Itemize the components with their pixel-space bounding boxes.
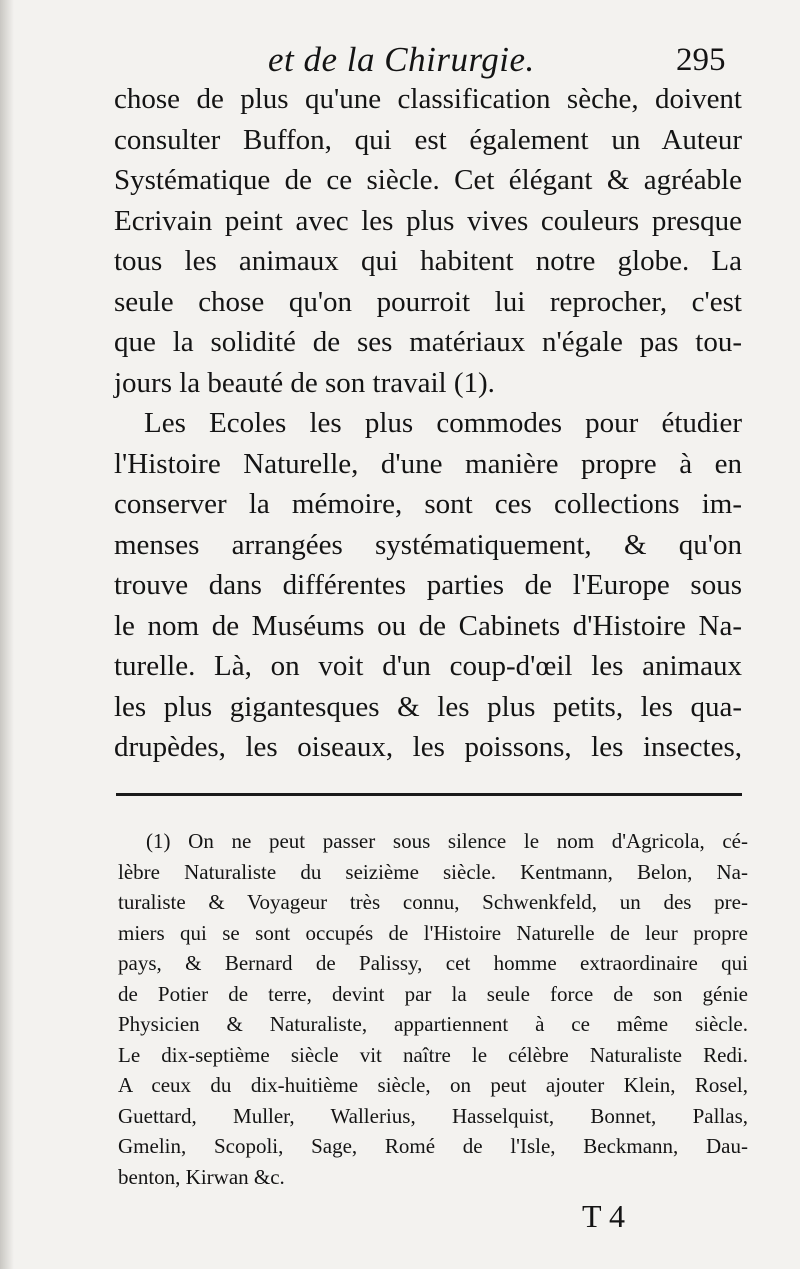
text-line: turelle. Là, on voit d'un coup-d'œil les animaux bbox=[114, 650, 742, 682]
footnote-line: Le dix-septième siècle vit naître le célèbre Naturaliste Redi. bbox=[118, 1042, 748, 1067]
footnote-line: de Potier de terre, devint par la seule force de son génie bbox=[118, 981, 748, 1006]
footnote-line: lèbre Naturaliste du seizième siècle. Kentmann, Belon, Na- bbox=[118, 859, 748, 884]
text-line: Ecrivain peint avec les plus vives couleurs presque bbox=[114, 204, 742, 237]
text-line: chose de plus qu'une classification sèche, doivent bbox=[114, 83, 742, 115]
footnote-line: miers qui se sont occupés de l'Histoire Naturelle de leur propre bbox=[118, 920, 748, 945]
text-line: jours la beauté de son travail (1). bbox=[114, 366, 495, 399]
text-line: conserver la mémoire, sont ces collections im- bbox=[114, 488, 742, 520]
page-number: 295 bbox=[676, 42, 726, 78]
footnote-rule bbox=[116, 793, 742, 796]
text-line: les plus gigantesques & les plus petits, les qua- bbox=[114, 690, 742, 723]
footnote-line: A ceux du dix-huitième siècle, on peut ajouter Klein, Rosel, bbox=[118, 1073, 748, 1097]
footnote-line: Physicien & Naturaliste, appartiennent à ce même siècle. bbox=[118, 1012, 748, 1036]
running-head: et de la Chirurgie. bbox=[268, 40, 535, 79]
page-edge-shadow bbox=[0, 0, 14, 1269]
text-line: l'Histoire Naturelle, d'une manière propre à en bbox=[114, 447, 742, 480]
text-line: consulter Buffon, qui est également un Auteur bbox=[114, 123, 742, 156]
signature-mark: T 4 bbox=[582, 1198, 625, 1234]
text-line: menses arrangées systématiquement, & qu'on bbox=[114, 528, 742, 561]
text-line: tous les animaux qui habitent notre globe. La bbox=[114, 245, 742, 277]
footnote-line: (1) On ne peut passer sous silence le nom d'Agricola, cé- bbox=[146, 829, 748, 853]
footnote-line: pays, & Bernard de Palissy, cet homme extraordinaire qui bbox=[118, 951, 748, 975]
footnote-line: Gmelin, Scopoli, Sage, Romé de l'Isle, Beckmann, Dau- bbox=[118, 1134, 748, 1158]
footnote-line: benton, Kirwan &c. bbox=[118, 1164, 285, 1189]
text-line: le nom de Muséums ou de Cabinets d'Histoire Na- bbox=[114, 609, 742, 642]
text-line: Les Ecoles les plus commodes pour étudier bbox=[144, 407, 742, 439]
text-line: trouve dans différentes parties de l'Europe sous bbox=[114, 569, 742, 601]
footnote bbox=[118, 826, 748, 1192]
text-line: seule chose qu'on pourroit lui reprocher, c'est bbox=[114, 285, 742, 318]
text-line: Systématique de ce siècle. Cet élégant & agréable bbox=[114, 164, 742, 196]
footnote-line: Guettard, Muller, Wallerius, Hasselquist, Bonnet, Pallas, bbox=[118, 1103, 748, 1128]
text-line: drupèdes, les oiseaux, les poissons, les insectes, bbox=[114, 731, 742, 763]
footnote-line: turaliste & Voyageur très connu, Schwenkfeld, un des pre- bbox=[118, 890, 748, 914]
main-text bbox=[114, 79, 742, 768]
text-line: que la solidité de ses matériaux n'égale pas tou- bbox=[114, 326, 742, 358]
